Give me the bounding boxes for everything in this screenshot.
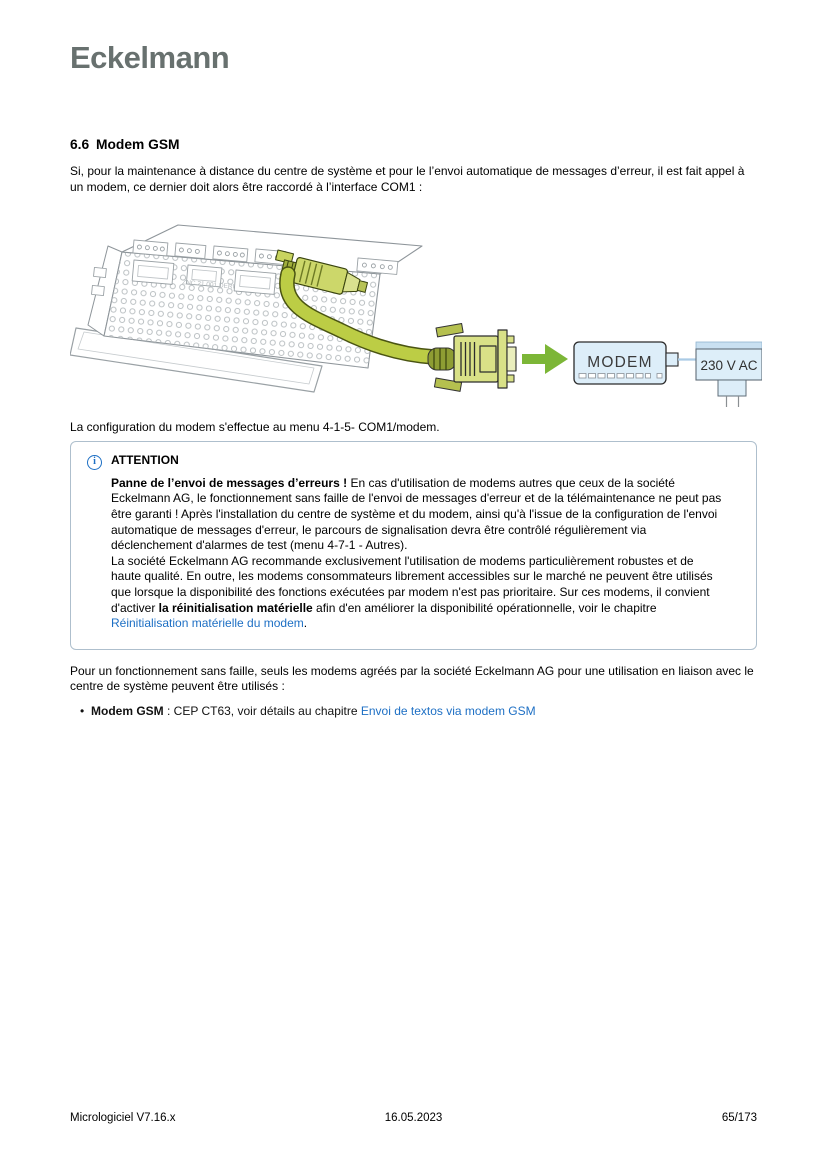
modem-box (574, 342, 696, 384)
modem-connection-figure (70, 216, 757, 412)
eckelmann-logo: Eckelmann (70, 40, 230, 75)
bullet-bold: Modem GSM (91, 703, 164, 718)
config-line: La configuration du modem s'effectue au menu 4-1-5- COM1/modem. (70, 420, 440, 435)
attention-p2-tail: . (303, 616, 308, 631)
bullet-text: : CEP CT63, voir détails au chapitre (163, 703, 361, 718)
info-icon: i (87, 455, 102, 470)
attention-title: ATTENTION (111, 452, 179, 467)
attention-box (70, 441, 757, 650)
power-box (696, 342, 762, 407)
list-item (70, 704, 757, 720)
footer-version: Micrologiciel V7.16.x (70, 1112, 176, 1124)
section-heading (70, 137, 757, 152)
link-reinitialisation-materielle[interactable]: Réinitialisation matérielle du modem (111, 616, 304, 631)
attention-p2-mid: afin d'en améliorer la disponibilité opérationnelle, voir le chapitre (312, 600, 657, 615)
page-footer (70, 1112, 757, 1124)
device-label: ZNC 21 001 DERI (181, 279, 235, 291)
attention-paragraph-1 (111, 476, 723, 554)
footer-date: 16.05.2023 (384, 1112, 443, 1124)
section-title: Modem GSM (96, 137, 180, 152)
flow-arrow-icon (522, 344, 568, 374)
attention-p2-lead: La société Eckelmann AG recommande exclusivement l'utilisation de modems particulièrement robustes et de haute qualité. En outre, les modems consommateurs librement accessibles sur le marché ne peuvent être utilisés que lorsque la disponibilité des fonctions exécutées par modem n'est pas prioritaire. Sur ces modems, il convient d'activer (111, 553, 713, 615)
controller-device (70, 225, 422, 392)
outro-paragraph: Pour un fonctionnement sans faille, seuls les modems agréés par la société Eckelmann AG pour une utilisation en liaison avec le centre de système peuvent être utilisés : (70, 663, 754, 694)
db9-connector-icon (428, 324, 516, 392)
intro-paragraph: Si, pour la maintenance à distance du centre de système et pour le l’envoi automatique de messages d’erreur, il est fait appel à un modem, ce dernier doit alors être raccordé à l’interface COM1 : (70, 164, 745, 194)
footer-page-number: 65/173 (721, 1112, 757, 1124)
attention-p1-text: En cas d'utilisation de modems autres que ceux de la société Eckelmann AG, le fonctionnement sans faille de l'envoi de messages d'erreur et de la télémaintenance ne peut pas être garanti ! Après l'installation du centre de système et du modem, ainsi qu'à l'issue de la configuration de l'envoi automatique de messages d'erreur, le parcours de signalisation devra être contrôlé régulièrement via déclenchement d'alarmes de test (menu 4-7-1 - Autres). (111, 475, 722, 553)
modem-label: MODEM (587, 354, 653, 372)
section-number: 6.6 (70, 137, 90, 152)
figure-drawing (70, 216, 762, 412)
approved-modems-list (70, 704, 757, 720)
power-label: 230 V AC (700, 358, 758, 374)
page-content (70, 0, 757, 720)
attention-paragraph-2 (111, 554, 723, 632)
bullet-icon: • (80, 703, 85, 718)
attention-lead-bold: Panne de l’envoi de messages d’erreurs ! (111, 475, 348, 490)
attention-p2-bold: la réinitialisation matérielle (158, 600, 313, 615)
attention-body (111, 476, 723, 632)
link-envoi-de-textos[interactable]: Envoi de textos via modem GSM (360, 703, 536, 718)
